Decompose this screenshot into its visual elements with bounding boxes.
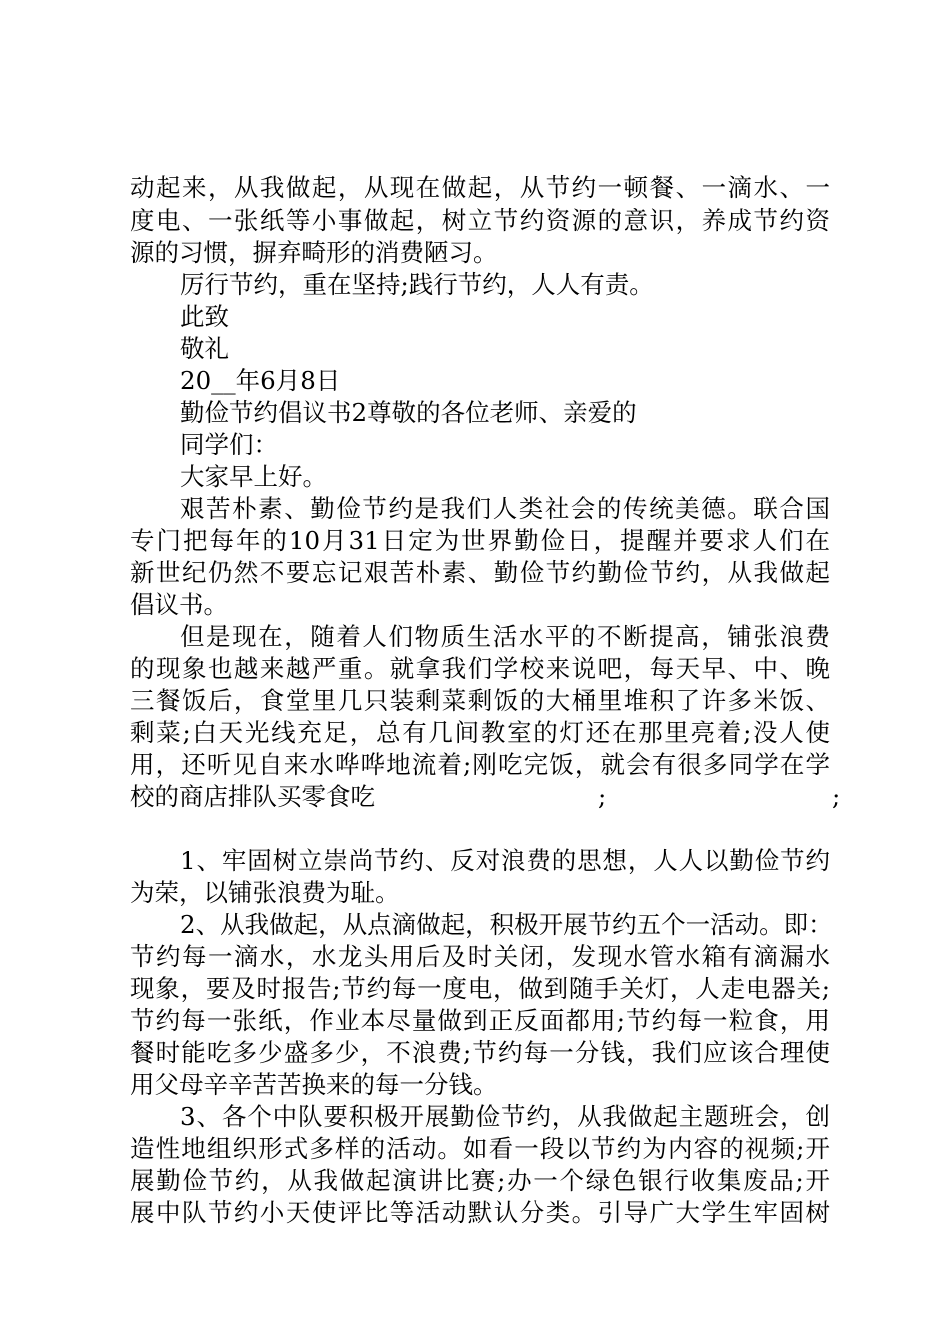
- greeting: 同学们：: [180, 430, 278, 459]
- text-line: 厉行节约，重在坚持;践行节约，人人有责。: [180, 270, 654, 299]
- text-line: 三餐饭后，食堂里几只装剩菜剩饭的大桶里堆积了许多米饭、: [130, 686, 830, 715]
- text-line: 动起来，从我做起，从现在做起，从节约一顿餐、一滴水、一: [130, 173, 830, 202]
- text-line: 餐时能吃多少盛多少，不浪费;节约每一分钱，我们应该合理使: [130, 1038, 830, 1067]
- semicolon: ;: [598, 782, 607, 811]
- salutation: 敬礼: [180, 334, 229, 363]
- text-line: 但是现在，随着人们物质生活水平的不断提高，铺张浪费: [180, 622, 830, 651]
- text-line: [130, 782, 850, 812]
- text-line: 源的习惯，摒弃畸形的消费陋习。: [130, 238, 498, 267]
- list-item: 2、从我做起，从点滴做起，积极开展节约五个一活动。即：: [180, 910, 833, 939]
- text-line: 节约每一张纸，作业本尽量做到正反面都用;节约每一粒食，用: [130, 1006, 830, 1035]
- greeting: 大家早上好。: [180, 462, 327, 491]
- text-line: 度电、一张纸等小事做起，树立节约资源的意识，养成节约资: [130, 206, 830, 235]
- text-line: 新世纪仍然不要忘记艰苦朴素、勤俭节约勤俭节约，从我做起: [130, 558, 830, 587]
- date-line: 20__年6月8日: [180, 366, 341, 395]
- list-item: 3、各个中队要积极开展勤俭节约，从我做起主题班会，创: [180, 1102, 830, 1131]
- text-line: 的现象也越来越严重。就拿我们学校来说吧，每天早、中、晚: [130, 654, 830, 683]
- text-line: 现象，要及时报告;节约每一度电，做到随手关灯，人走电器关;: [130, 974, 830, 1003]
- text-line: 剩菜;白天光线充足，总有几间教室的灯还在那里亮着;没人使: [130, 718, 830, 747]
- text-segment: 校的商店排队买零食吃: [130, 782, 375, 811]
- text-line: 艰苦朴素、勤俭节约是我们人类社会的传统美德。联合国: [180, 494, 830, 523]
- text-line: 造性地组织形式多样的活动。如看一段以节约为内容的视频;开: [130, 1134, 830, 1163]
- text-line: 展中队节约小天使评比等活动默认分类。引导广大学生牢固树: [130, 1198, 830, 1227]
- text-line: 专门把每年的10月31日定为世界勤俭日，提醒并要求人们在: [130, 526, 830, 555]
- list-item: 1、牢固树立崇尚节约、反对浪费的思想，人人以勤俭节约: [180, 846, 830, 875]
- text-line: 节约每一滴水，水龙头用后及时关闭，发现水管水箱有滴漏水: [130, 942, 830, 971]
- text-line: 展勤俭节约，从我做起演讲比赛;办一个绿色银行收集废品;开: [130, 1166, 830, 1195]
- text-line: 用，还听见自来水哗哗地流着;刚吃完饭，就会有很多同学在学: [130, 750, 830, 779]
- semicolon: ;: [832, 782, 841, 811]
- text-line: 倡议书。: [130, 590, 228, 619]
- heading-line: 勤俭节约倡议书2尊敬的各位老师、亲爱的: [180, 398, 637, 427]
- text-line: 用父母辛辛苦苦换来的每一分钱。: [130, 1070, 498, 1099]
- salutation: 此致: [180, 302, 229, 331]
- text-line: 为荣，以铺张浪费为耻。: [130, 878, 400, 907]
